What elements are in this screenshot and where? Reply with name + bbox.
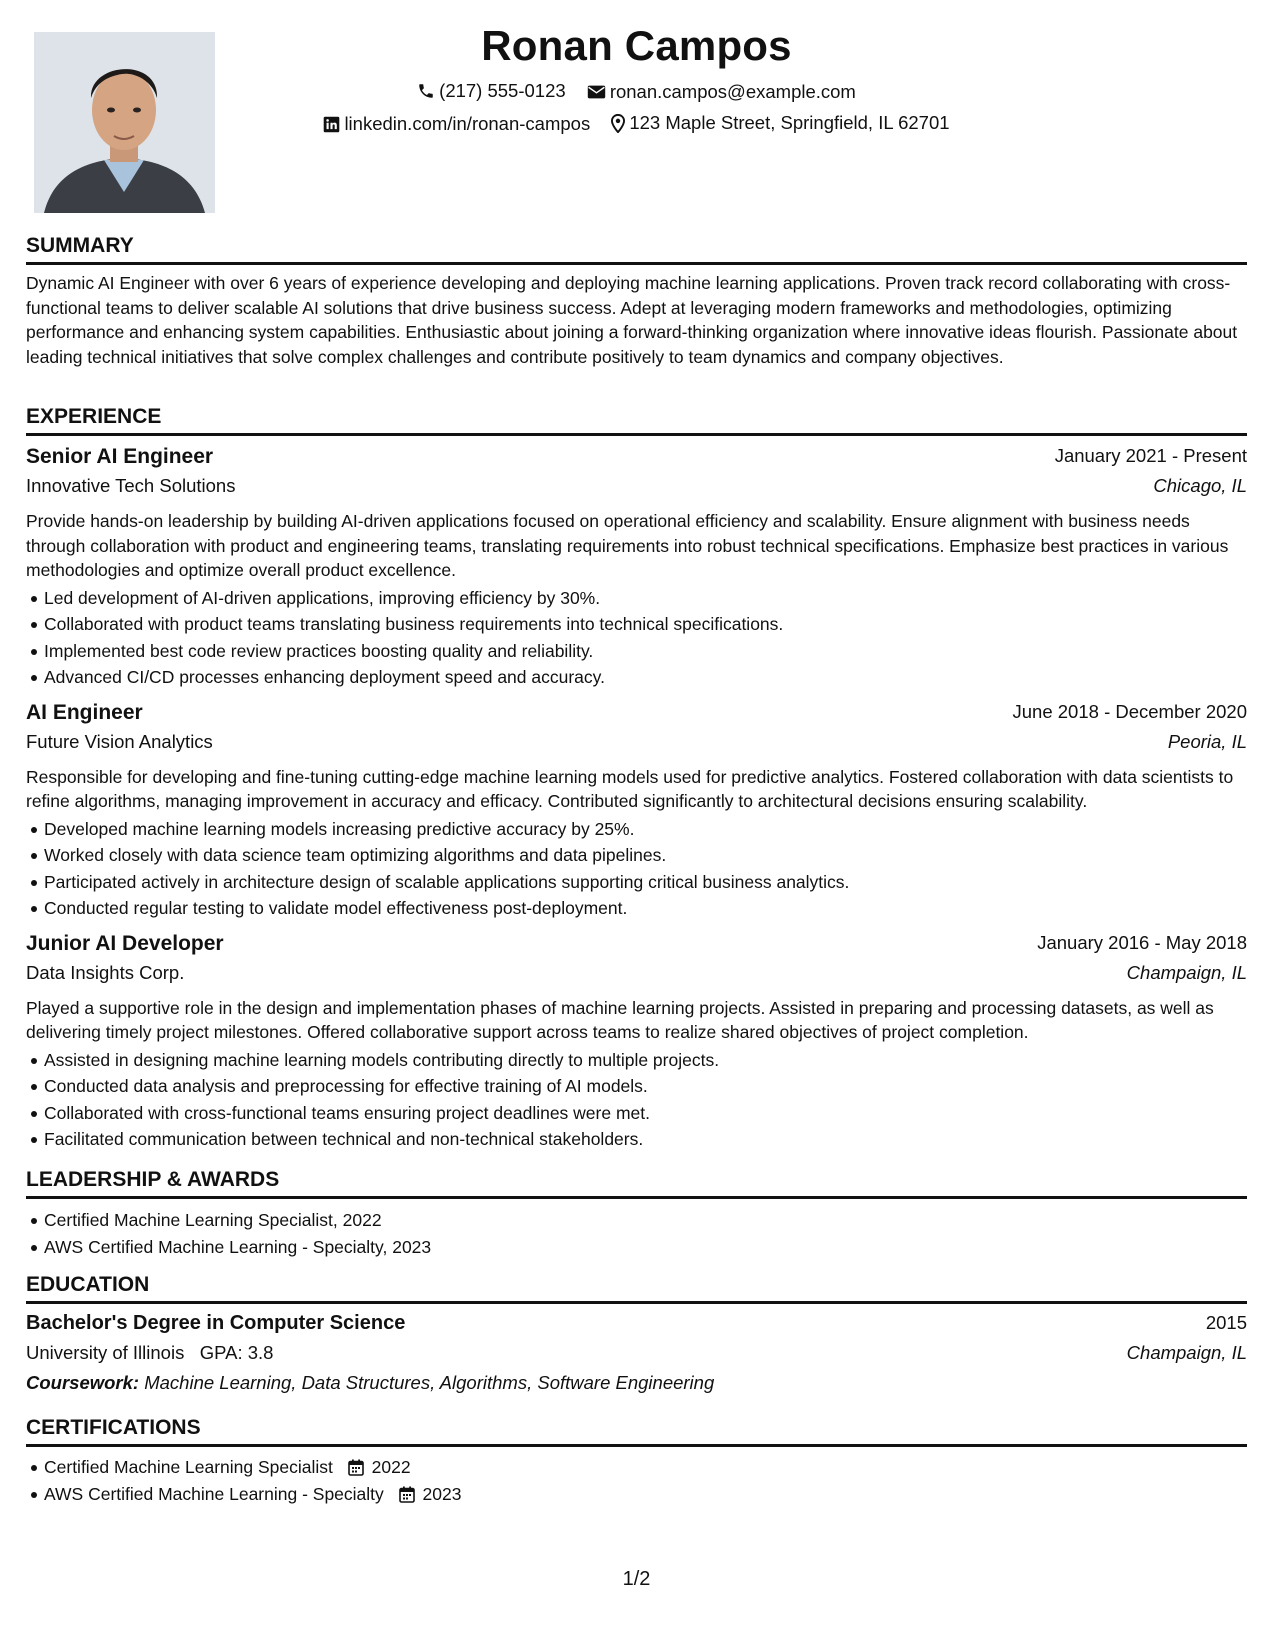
job-description: Played a supportive role in the design and implementation phases of machine learning projects. Assisted in preparing and processing datasets, as well as delivering timely project milestones. Offered collaborative support across teams to realize shared objectives of project completion. <box>26 997 1214 1042</box>
list-item: Advanced CI/CD processes enhancing deployment speed and accuracy. <box>44 664 1247 691</box>
section-title-education: EDUCATION <box>26 1273 150 1296</box>
list-item: Assisted in designing machine learning models contributing directly to multiple projects. <box>44 1047 1247 1074</box>
job-description: Provide hands-on leadership by building AI-driven applications focused on operational efficiency and scalability. Ensure alignment with business needs through collaboration with product and engineering teams, translating requirements into robust technical specifications. Emphasize best practices in various methodologies and optimize overall product excellence. <box>26 511 1229 580</box>
job-bullets <box>26 816 1247 922</box>
linkedin-icon <box>323 116 340 133</box>
leadership-list <box>26 1207 1247 1260</box>
job-dates: January 2016 - May 2018 <box>1037 931 1247 953</box>
experience-section <box>26 404 1247 1153</box>
page-number: 1/2 <box>622 1568 651 1590</box>
job-title: AI Engineer <box>26 700 143 724</box>
job-company: Data Insights Corp. <box>26 961 185 983</box>
email-text: ronan.campos@example.com <box>609 81 856 102</box>
phone-text: (217) 555-0123 <box>439 80 566 101</box>
job-company-row <box>26 475 1247 505</box>
list-item <box>44 1481 1247 1508</box>
contact-line-2 <box>26 112 1247 138</box>
leadership-section <box>26 1167 1247 1260</box>
list-item: AWS Certified Machine Learning - Specialty, 2023 <box>44 1234 1247 1261</box>
list-item: Conducted regular testing to validate model effectiveness post-deployment. <box>44 895 1247 922</box>
certification-year: 2023 <box>422 1483 462 1504</box>
job-header-row <box>26 932 1247 962</box>
contact-phone[interactable] <box>417 80 566 102</box>
school-location: Champaign, IL <box>1126 1342 1247 1363</box>
section-title-leadership: LEADERSHIP & AWARDS <box>26 1168 280 1191</box>
section-divider <box>26 1196 1247 1199</box>
contact-linkedin[interactable] <box>323 113 590 135</box>
job-entry <box>26 932 1247 1153</box>
school-name: University of Illinois <box>26 1342 185 1363</box>
job-location: Champaign, IL <box>1126 961 1247 983</box>
job-header-row <box>26 445 1247 475</box>
section-divider <box>26 262 1247 265</box>
list-item: Implemented best code review practices boosting quality and reliability. <box>44 638 1247 665</box>
envelope-icon <box>587 84 606 100</box>
section-title-certifications: CERTIFICATIONS <box>26 1416 201 1439</box>
section-divider <box>26 1301 1247 1304</box>
list-item: Certified Machine Learning Specialist, 2022 <box>44 1207 1247 1234</box>
certification-year: 2022 <box>371 1457 411 1477</box>
job-company-row <box>26 962 1247 992</box>
contact-address <box>611 112 949 134</box>
list-item: Developed machine learning models increasing predictive accuracy by 25%. <box>44 816 1247 843</box>
job-description: Responsible for developing and fine-tuning cutting-edge machine learning models used for predictive analytics. Fostered collaboration with data scientists to refine algorithms, managing improvement in accuracy and efficacy. Contributed significantly to architectural decisions ensuring scalability. <box>26 766 1234 811</box>
section-divider <box>26 433 1247 436</box>
degree-row <box>26 1312 1247 1342</box>
contact-email[interactable] <box>587 81 856 103</box>
job-entry <box>26 445 1247 691</box>
calendar-icon <box>399 1486 415 1503</box>
job-dates: June 2018 - December 2020 <box>1012 700 1247 722</box>
job-dates: January 2021 - Present <box>1054 445 1247 466</box>
list-item: Collaborated with product teams translating business requirements into technical specifications. <box>44 611 1247 638</box>
candidate-name: Ronan Campos <box>481 22 792 69</box>
graduation-year: 2015 <box>1205 1312 1247 1333</box>
certifications-list <box>26 1454 1247 1507</box>
job-header-row <box>26 701 1247 731</box>
list-item: Collaborated with cross-functional teams ensuring project deadlines were met. <box>44 1100 1247 1127</box>
school-info <box>26 1342 273 1364</box>
job-title: Junior AI Developer <box>26 931 224 955</box>
certification-name: Certified Machine Learning Specialist <box>44 1457 333 1477</box>
job-bullets <box>26 585 1247 691</box>
summary-text: Dynamic AI Engineer with over 6 years of experience developing and deploying machine learning applications. Proven track record collaborating with cross-functional teams to deliver scalable AI solutions that drive business success. Adept at leveraging modern frameworks and methodologies, optimizing performance and enhancing system capabilities. Enthusiastic about joining a forward-thinking organization where innovative ideas flourish. Passionate about leading technical initiatives that solve complex challenges and contribute positively to team dynamics and company objectives. <box>26 273 1238 367</box>
list-item: Participated actively in architecture design of scalable applications supporting critical business analytics. <box>44 869 1247 896</box>
list-item: Facilitated communication between technical and non-technical stakeholders. <box>44 1126 1247 1153</box>
job-company-row <box>26 731 1247 761</box>
list-item: Worked closely with data science team optimizing algorithms and data pipelines. <box>44 842 1247 869</box>
section-title-experience: EXPERIENCE <box>26 405 162 428</box>
school-row <box>26 1342 1247 1372</box>
phone-icon <box>417 82 435 100</box>
resume-page <box>26 0 1247 1650</box>
contact-line-1 <box>26 80 1247 105</box>
list-item: Conducted data analysis and preprocessing for effective training of AI models. <box>44 1073 1247 1100</box>
job-company: Future Vision Analytics <box>26 730 213 752</box>
linkedin-text: linkedin.com/in/ronan-campos <box>344 113 591 134</box>
map-pin-icon <box>611 114 625 133</box>
calendar-icon <box>348 1459 364 1476</box>
certifications-section <box>26 1415 1247 1507</box>
job-location: Peoria, IL <box>1167 730 1247 752</box>
summary-section <box>26 233 1247 369</box>
gpa: GPA: 3.8 <box>199 1342 274 1363</box>
list-item <box>44 1454 1247 1481</box>
job-company: Innovative Tech Solutions <box>26 475 236 496</box>
job-title: Senior AI Engineer <box>26 445 214 468</box>
education-section <box>26 1272 1247 1394</box>
degree-title: Bachelor's Degree in Computer Science <box>26 1312 406 1334</box>
job-entry <box>26 701 1247 922</box>
job-bullets <box>26 1047 1247 1153</box>
coursework-label: Coursework: <box>26 1372 140 1393</box>
address-text: 123 Maple Street, Springfield, IL 62701 <box>629 112 950 133</box>
certification-name: AWS Certified Machine Learning - Specialty <box>44 1483 384 1504</box>
list-item: Led development of AI-driven applications, improving efficiency by 30%. <box>44 585 1247 612</box>
coursework-list: Machine Learning, Data Structures, Algorithms, Software Engineering <box>144 1372 715 1393</box>
job-location: Chicago, IL <box>1153 475 1247 496</box>
section-title-summary: SUMMARY <box>26 234 134 257</box>
section-divider <box>26 1444 1247 1447</box>
coursework <box>26 1372 1247 1394</box>
